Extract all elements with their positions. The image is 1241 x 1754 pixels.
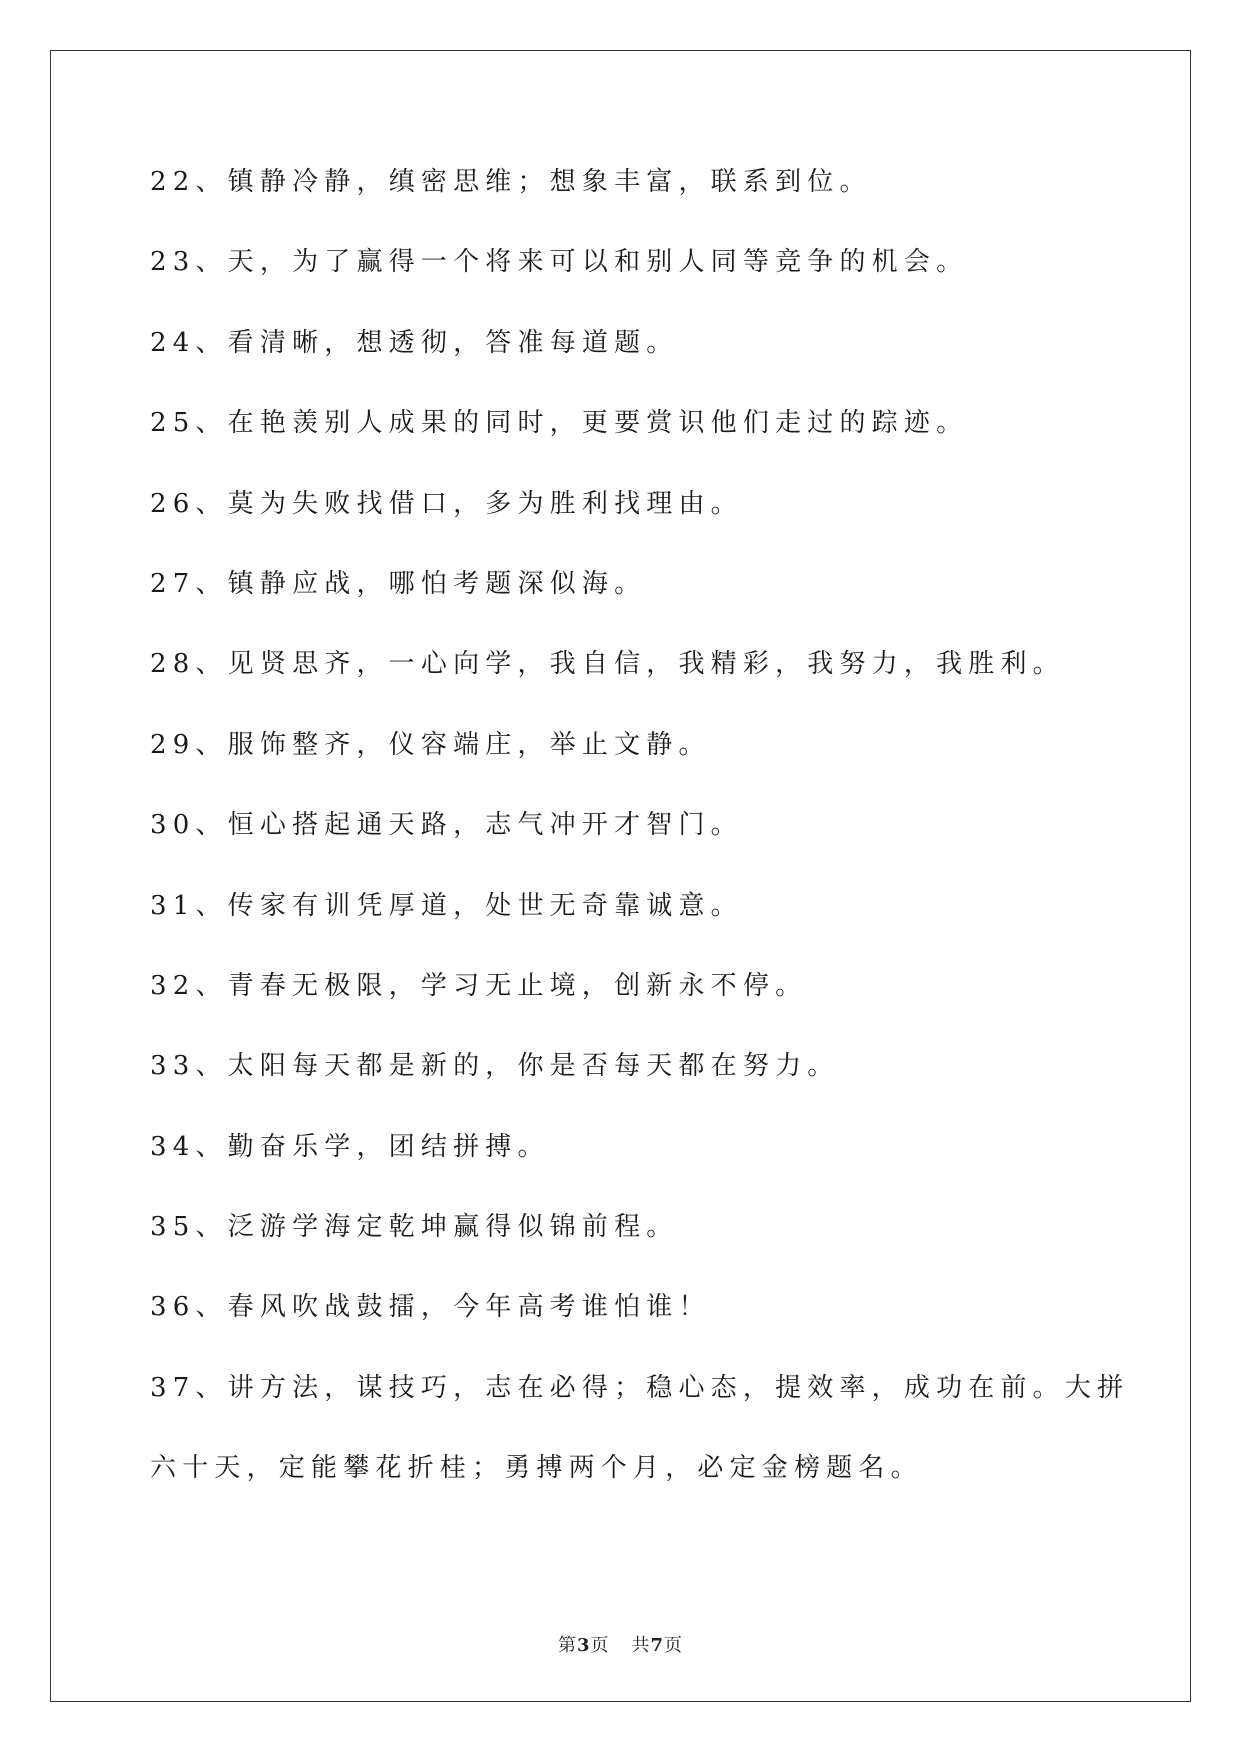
list-item: 29、服饰整齐，仪容端庄，举止文静。 [150, 729, 711, 760]
page-number: 3 [576, 1635, 591, 1656]
page-prefix: 第 [557, 1635, 577, 1656]
list-item: 36、春风吹战鼓擂，今年高考谁怕谁！ [150, 1292, 711, 1323]
list-item: 28、见贤思齐，一心向学，我自信，我精彩，我努力，我胜利。 [150, 649, 1065, 680]
list-item: 35、泛游学海定乾坤赢得似锦前程。 [150, 1212, 679, 1243]
list-item: 32、青春无极限，学习无止境，创新永不停。 [150, 970, 808, 1001]
list-item: 26、莫为失败找借口，多为胜利找理由。 [150, 488, 743, 519]
page-suffix: 页 [590, 1635, 610, 1656]
total-suffix: 页 [664, 1635, 684, 1656]
total-prefix: 共 [631, 1635, 651, 1656]
total-pages: 7 [650, 1635, 665, 1656]
list-item-continuation: 六十天，定能攀花折桂；勇搏两个月，必定金榜题名。 [150, 1453, 923, 1484]
list-item: 27、镇静应战，哪怕考题深似海。 [150, 568, 647, 599]
list-item: 22、镇静冷静，缜密思维；想象丰富，联系到位。 [150, 167, 872, 197]
list-item: 25、在艳羡别人成果的同时，更要赏识他们走过的踪迹。 [150, 408, 969, 439]
document-body [150, 165, 1130, 1532]
list-item: 37、讲方法，谋技巧，志在必得；稳心态，提效率，成功在前。大拼 [150, 1372, 1130, 1403]
page-footer [0, 1631, 1241, 1657]
list-item: 24、看清晰，想透彻，答准每道题。 [150, 327, 679, 358]
list-item: 34、勤奋乐学，团结拼搏。 [150, 1131, 550, 1162]
list-item: 33、太阳每天都是新的，你是否每天都在努力。 [150, 1051, 840, 1082]
list-item: 31、传家有训凭厚道，处世无奇靠诚意。 [150, 890, 743, 921]
list-item: 30、恒心搭起通天路，志气冲开才智门。 [150, 810, 743, 841]
list-item: 23、天，为了赢得一个将来可以和别人同等竞争的机会。 [150, 247, 969, 278]
